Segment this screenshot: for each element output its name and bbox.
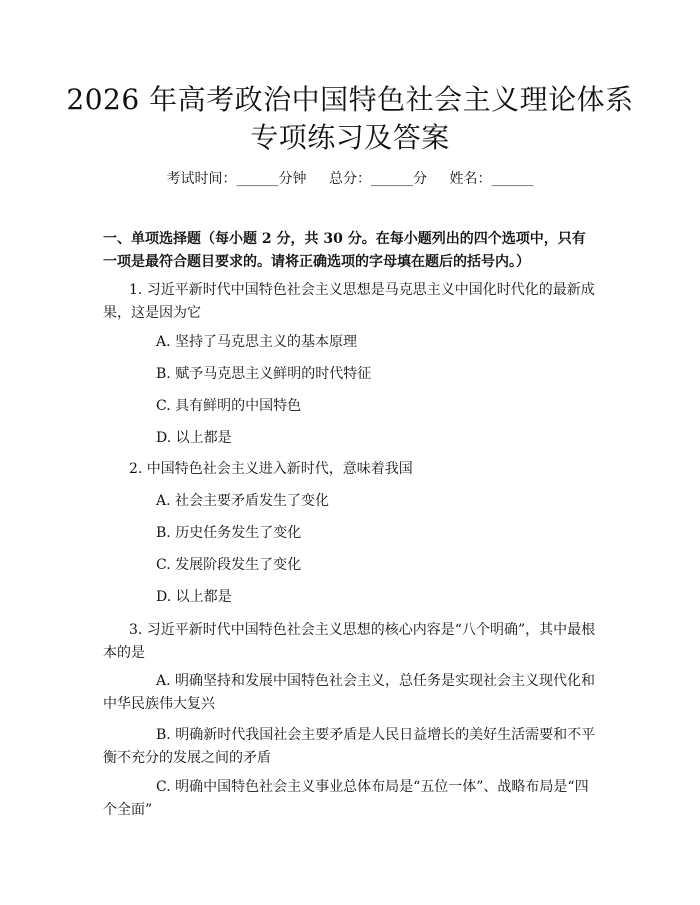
exam-info — [0, 168, 700, 188]
question-2-stem: 2. 中国特色社会主义进入新时代，意味着我国 — [129, 461, 413, 477]
document-title-line2: 专项练习及答案 — [250, 121, 450, 154]
question-3-option-a: A. 明确坚持和发展中国特色社会主义，总任务是实现社会主义现代化和中华民族伟大复兴 — [103, 673, 596, 712]
exam-name: 姓名：______ — [449, 171, 534, 187]
question-1-option-d: D. 以上都是 — [156, 430, 232, 446]
question-1-option-a: A. 坚持了马克思主义的基本原理 — [156, 334, 358, 350]
section1-heading: 一、单项选择题（每小题 2 分，共 30 分。在每小题列出的四个选项中，只有一项是最符合题目要求的。请将正确选项的字母填在题后的括号内。） — [103, 231, 586, 270]
question-1-option-b: B. 赋予马克思主义鲜明的时代特征 — [156, 366, 372, 382]
question-3-stem: 3. 习近平新时代中国特色社会主义思想的核心内容是“八个明确”，其中最根本的是 — [103, 622, 596, 661]
question-1-stem: 1. 习近平新时代中国特色社会主义思想是马克思主义中国化时代化的最新成果，这是因为它 — [103, 282, 595, 321]
question-2-option-b: B. 历史任务发生了变化 — [156, 525, 302, 541]
question-2-option-a: A. 社会主要矛盾发生了变化 — [156, 493, 330, 509]
exam-score: 总分：______分 — [329, 171, 427, 187]
document-title-line1: 2026 年高考政治中国特色社会主义理论体系 — [66, 83, 634, 116]
question-1-option-c: C. 具有鲜明的中国特色 — [156, 398, 302, 414]
question-2-option-c: C. 发展阶段发生了变化 — [156, 557, 302, 573]
question-3-option-c: C. 明确中国特色社会主义事业总体布局是“五位一体”、战略布局是“四个全面” — [103, 779, 589, 818]
question-3-option-b: B. 明确新时代我国社会主要矛盾是人民日益增长的美好生活需要和不平衡不充分的发展之间的矛盾 — [103, 727, 596, 766]
question-2-option-d: D. 以上都是 — [156, 589, 232, 605]
exam-time: 考试时间：______分钟 — [166, 171, 307, 187]
